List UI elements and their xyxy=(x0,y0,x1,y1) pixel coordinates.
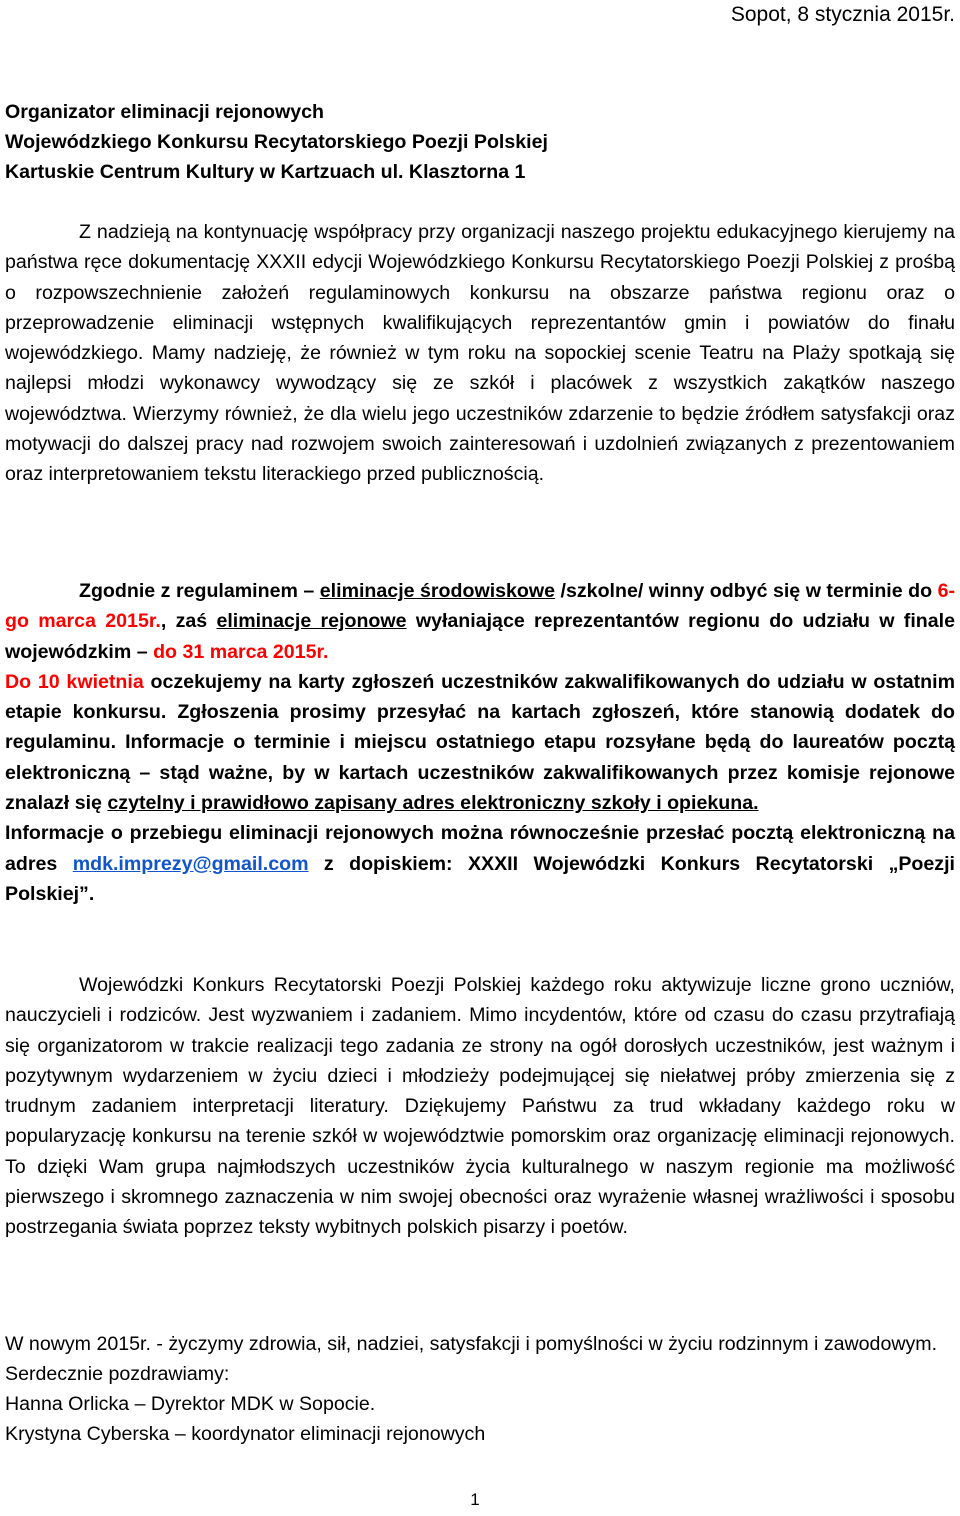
deadline-text: Informacje o przebiegu eliminacji rejonowych można równocześnie przesłać pocztą elektroniczną na adres xyxy=(5,822,955,875)
paragraph-thanks-text: Wojewódzki Konkurs Recytatorski Poezji Polskiej każdego roku aktywizuje liczne grono uczniów, nauczycieli i rodziców. Jest wyzwaniem i zadaniem. Mimo incydentów, które od czasu do czasu przytrafiają się organizatorom w trakcie realizacji tego zadania ze strony na ogół dorosłych uczestników, jest ważnym i pozytywnym wydarzeniem w życiu dzieci i młodzieży podejmującej się niełatwej próby zmierzenia się z trudnym zadaniem interpretacji literatury. Dziękujemy Państwu za trud wkładany każdego roku w popularyzację konkursu na terenie szkół w województwie pomorskim oraz organizację eliminacji rejonowych. To dzięki Wam grupa najmłodszych uczestników życia kulturalnego w naszym regionie ma możliwość pierwszego i skromnego zaznaczenia w nim swojej obecności oraz wyrażenie własnej wrażliwości i sposobu postrzegania świata poprzez teksty wybitnych polskich pisarzy i poetów. xyxy=(5,974,955,1239)
deadline-date-forms: Do 10 kwietnia xyxy=(5,670,144,693)
paragraph-deadlines xyxy=(5,576,955,909)
deadline-text: , zaś xyxy=(160,610,217,633)
page-number: 1 xyxy=(470,1490,480,1509)
deadline-date-regional: do 31 marca 2015r. xyxy=(153,640,329,663)
addressee-line-3: Kartuskie Centrum Kultury w Kartzuach ul. Klasztorna 1 xyxy=(5,161,526,183)
deadline-text: oczekujemy na karty zgłoszeń uczestników zakwalifikowanych do udziału w ostatnim etapie konkursu. Zgłoszenia prosimy przesyłać na kartach zgłoszeń, które stanowią dodatek do regulaminu. Informacje o terminie i miejscu ostatniego etapu rozsyłane będą do laureatów pocztą elektroniczną – stąd ważne, by w kartach uczestników zakwalifikowanych przez komisje rejonowe znalazł się xyxy=(5,670,955,815)
deadline-text: wyłaniające reprezentantów regionu do udziału w finale wojewódzkim – xyxy=(5,610,955,663)
deadline-text: /szkolne/ winny odbyć się w terminie do xyxy=(555,580,938,602)
paragraph-intro xyxy=(5,217,955,490)
letter-date: Sopot, 8 stycznia 2015r. xyxy=(730,3,955,26)
addressee-line-2: Wojewódzkiego Konkursu Recytatorskiego Poezji Polskiej xyxy=(5,131,548,153)
deadline-text: z dopiskiem: XXXII Wojewódzki Konkurs Recytatorski „Poezji Polskiej”. xyxy=(5,852,955,905)
deadline-date-school: 6-go marca 2015r. xyxy=(5,580,955,633)
paragraph-thanks xyxy=(5,970,955,1243)
paragraph-intro-text: Z nadzieją na kontynuację współpracy przy organizacji naszego projektu edukacyjnego kierujemy na państwa ręce dokumentację XXXII edycji Wojewódzkiego Konkursu Recytatorskiego Poezji Polskiej z prośbą o rozpowszechnienie założeń regulaminowych konkursu na obszarze państwa regionu oraz o przeprowadzenie eliminacji wstępnych kwalifikujących reprezentantów gmin i powiatów do finału wojewódzkiego. Mamy nadzieję, że również w tym roku na sopockiej scenie Teatru na Plaży spotkają się najlepsi młodzi wykonawcy wywodzący się ze szkół i placówek z wszystkich zakątków naszego województwa. Wierzymy również, że dla wielu jego uczestników zdarzenie to będzie źródłem satysfakcji oraz motywacji do dalszej pracy nad rozwojem swoich zainteresowań i uzdolnień związanych z prezentowaniem oraz interpretowaniem tekstu literackiego przed publicznością. xyxy=(5,221,955,486)
deadline-school-eliminations: eliminacje środowiskowe xyxy=(319,580,556,602)
addressee-line-1: Organizator eliminacji rejonowych xyxy=(5,101,325,123)
deadline-regional-eliminations: eliminacje rejonowe xyxy=(216,610,407,633)
email-link[interactable]: mdk.imprezy@gmail.com xyxy=(72,852,309,875)
email-requirement-note: czytelny i prawidłowo zapisany adres elektroniczny szkoły i opiekuna. xyxy=(107,792,759,815)
deadline-text: Zgodnie z regulaminem – xyxy=(79,580,320,602)
signature-coordinator: Krystyna Cyberska – koordynator eliminacji rejonowych xyxy=(5,1423,486,1445)
signature-director: Hanna Orlicka – Dyrektor MDK w Sopocie. xyxy=(5,1393,376,1415)
closing-wishes: W nowym 2015r. - życzymy zdrowia, sił, nadziei, satysfakcji i pomyślności w życiu rodzinnym i zawodowym. Serdecznie pozdrawiamy: xyxy=(5,1333,938,1386)
addressee-block xyxy=(5,97,955,187)
